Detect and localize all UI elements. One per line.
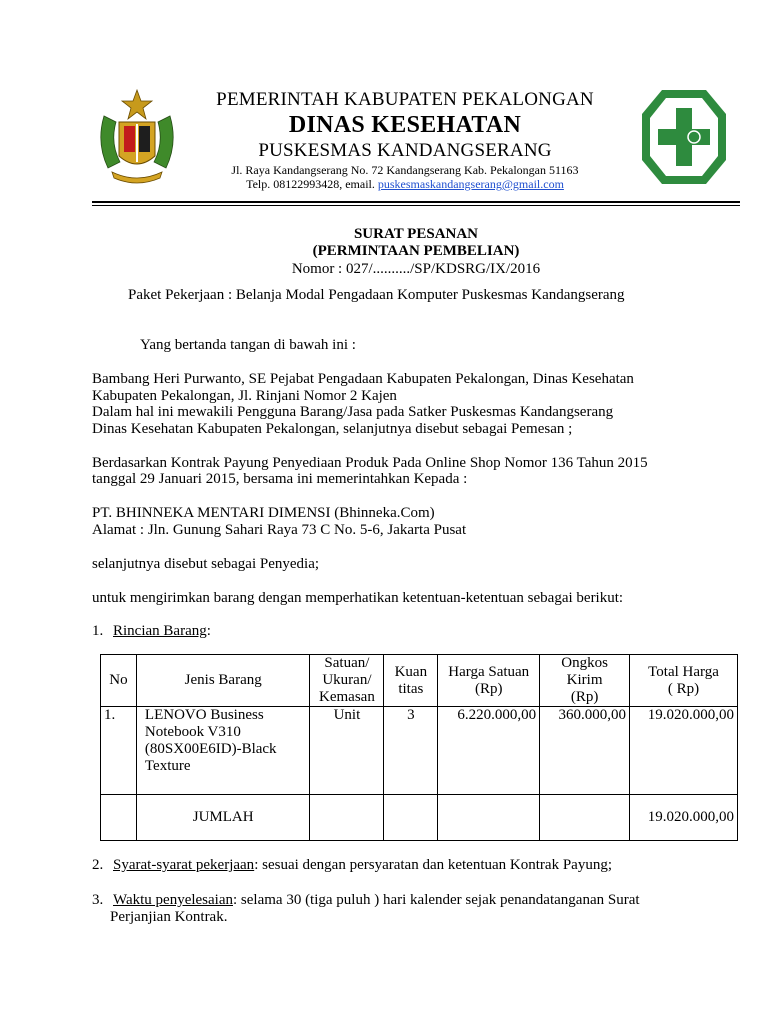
- header-harga: [438, 655, 540, 707]
- vendor-name: PT. BHINNEKA MENTARI DIMENSI (Bhinneka.Com): [92, 505, 435, 521]
- cell-jumlah-label: JUMLAH: [136, 795, 310, 841]
- cell-ongkos: 360.000,00: [540, 707, 630, 795]
- cell-empty: [384, 795, 438, 841]
- header-jenis: Jenis Barang: [136, 655, 310, 707]
- table-header-row: [101, 655, 738, 707]
- header-ongkos-line: (Rp): [570, 689, 599, 705]
- section-3-text: : selama 30 (tiga puluh ) hari kalender sejak penandatanganan Surat: [233, 892, 640, 908]
- cell-total: 19.020.000,00: [630, 707, 738, 795]
- section-1-label: Rincian Barang: [113, 623, 207, 639]
- section-3-label: Waktu penyelesaian: [113, 892, 233, 908]
- header-total-line: ( Rp): [667, 680, 700, 697]
- header-total-line: Total Harga: [648, 663, 719, 680]
- vendor-note: selanjutnya disebut sebagai Penyedia;: [92, 556, 320, 572]
- cell-empty: [310, 795, 384, 841]
- cell-satuan: Unit: [310, 707, 384, 795]
- cell-jumlah-total: 19.020.000,00: [630, 795, 738, 841]
- document-title: SURAT PESANAN: [353, 226, 479, 242]
- signer-line-1: Bambang Heri Purwanto, SE Pejabat Pengadaan Kabupaten Pekalongan, Dinas Kesehatan: [92, 371, 634, 387]
- cell-item-line: (80SX00E6ID)-Black: [144, 741, 277, 757]
- header-satuan-line: Kemasan: [319, 689, 375, 705]
- contact-phone: Telp. 08122993428, email.: [246, 177, 378, 191]
- section-2: [92, 857, 612, 874]
- email-link[interactable]: puskesmaskandangserang@gmail.com: [377, 177, 564, 191]
- section-3: [92, 892, 640, 909]
- header-ongkos-line: Ongkos: [561, 655, 608, 671]
- header-ongkos: [540, 655, 630, 707]
- document-number: Nomor : 027/........../SP/KDSRG/IX/2016: [291, 261, 541, 277]
- signer-line-3: Dalam hal ini mewakili Pengguna Barang/Jasa pada Satker Puskesmas Kandangserang: [92, 404, 614, 420]
- paket-pekerjaan: Paket Pekerjaan : Belanja Modal Pengadaan Komputer Puskesmas Kandangserang: [128, 287, 625, 303]
- section-2-label: Syarat-syarat pekerjaan: [113, 857, 255, 873]
- header-total: [630, 655, 738, 707]
- letterhead-department: DINAS KESEHATAN: [288, 112, 522, 138]
- header-no: No: [101, 655, 137, 707]
- cell-item-line: Texture: [144, 758, 191, 774]
- header-kuantitas-line: Kuan: [394, 663, 428, 680]
- header-satuan-line: Ukuran/: [322, 672, 372, 688]
- vendor-address: Alamat : Jln. Gunung Sahari Raya 73 C No. 5-6, Jakarta Pusat: [92, 522, 467, 538]
- header-harga-line: Harga Satuan: [448, 663, 530, 680]
- cell-no: 1.: [101, 707, 137, 795]
- signer-line-4: Dinas Kesehatan Kabupaten Pekalongan, selanjutnya disebut sebagai Pemesan ;: [92, 421, 573, 437]
- letterhead-contact: [190, 177, 620, 192]
- section-1-suffix: :: [206, 623, 211, 639]
- items-table: [100, 654, 738, 841]
- header-satuan: [310, 655, 384, 707]
- section-3-continuation: Perjanjian Kontrak.: [110, 909, 228, 925]
- cell-item: [136, 707, 310, 795]
- puskesmas-logo: [640, 88, 728, 186]
- section-2-text: : sesuai dengan persyaratan dan ketentuan Kontrak Payung;: [254, 857, 612, 873]
- section-3-number: 3.: [92, 892, 104, 908]
- basis-line-2: tanggal 29 Januari 2015, bersama ini memerintahkan Kepada :: [92, 471, 468, 487]
- cell-empty: [540, 795, 630, 841]
- letterhead-rule-thin: [92, 205, 740, 206]
- table-sum-row: [101, 795, 738, 841]
- letterhead-government: PEMERINTAH KABUPATEN PEKALONGAN: [216, 89, 594, 110]
- cell-item-line: LENOVO Business: [144, 707, 264, 723]
- header-harga-line: (Rp): [474, 680, 503, 697]
- cell-empty: [101, 795, 137, 841]
- instruction-text: untuk mengirimkan barang dengan memperhatikan ketentuan-ketentuan sebagai berikut:: [92, 590, 624, 606]
- table-row: [101, 707, 738, 795]
- letterhead-puskesmas: PUSKESMAS KANDANGSERANG: [258, 140, 552, 161]
- header-ongkos-line: Kirim: [566, 672, 603, 688]
- cell-item-line: Notebook V310: [144, 724, 241, 740]
- cell-qty: 3: [384, 707, 438, 795]
- basis-line-1: Berdasarkan Kontrak Payung Penyediaan Produk Pada Online Shop Nomor 136 Tahun 2015: [92, 455, 648, 471]
- signer-line-2: Kabupaten Pekalongan, Jl. Rinjani Nomor 2 Kajen: [92, 388, 397, 404]
- cell-harga: 6.220.000,00: [438, 707, 540, 795]
- header-satuan-line: Satuan/: [324, 655, 370, 671]
- letterhead-rule-thick: [92, 201, 740, 203]
- cell-empty: [438, 795, 540, 841]
- header-kuantitas: [384, 655, 438, 707]
- kabupaten-emblem: [94, 88, 180, 188]
- section-2-number: 2.: [92, 857, 104, 873]
- document-subtitle: (PERMINTAAN PEMBELIAN): [312, 243, 520, 259]
- intro-text: Yang bertanda tangan di bawah ini :: [140, 337, 356, 353]
- letterhead-address: Jl. Raya Kandangserang No. 72 Kandangserang Kab. Pekalongan 51163: [231, 163, 579, 177]
- section-1-number: 1.: [92, 623, 104, 639]
- header-kuantitas-line: titas: [398, 680, 424, 697]
- section-1-heading: [92, 623, 211, 640]
